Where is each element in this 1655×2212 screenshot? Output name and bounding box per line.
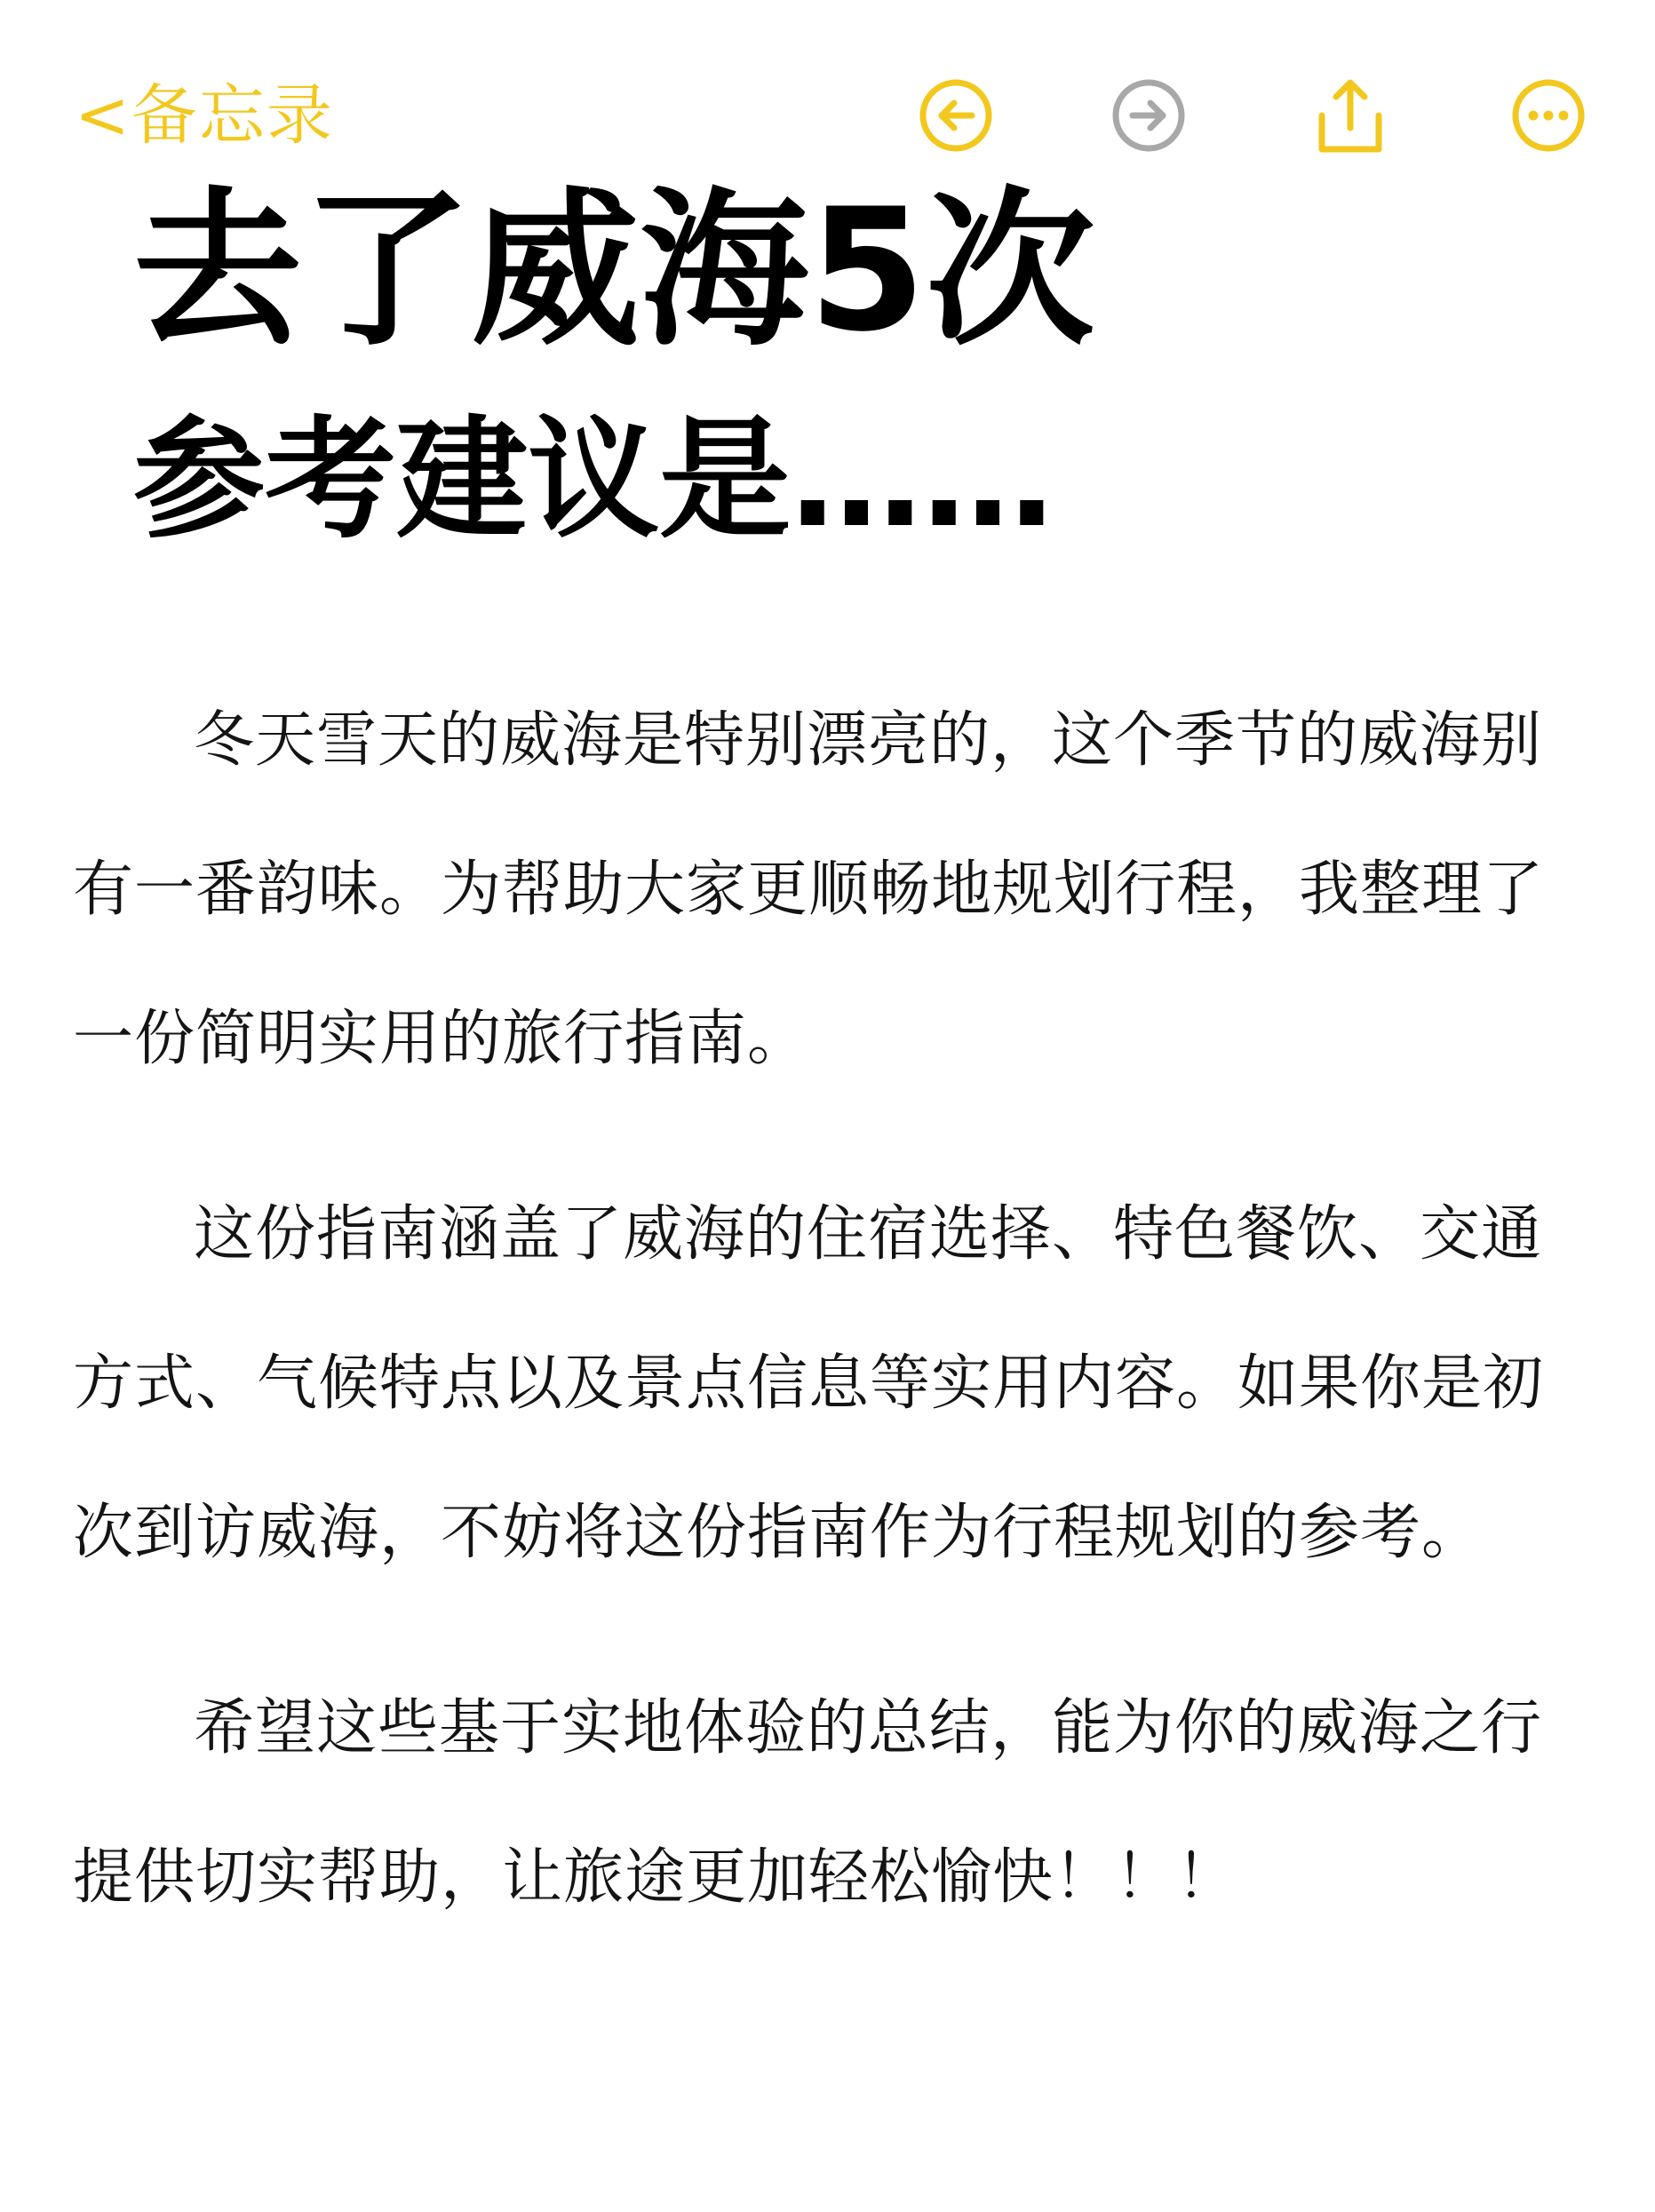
note-subtitle: 参考建议是……	[133, 403, 1054, 556]
share-icon[interactable]	[1309, 75, 1391, 156]
paragraph-intro: 冬天雪天的威海是特别漂亮的，这个季节的威海别有一番韵味。为帮助大家更顺畅地规划行程，我整理了一份简明实用的旅行指南。	[73, 705, 1545, 1074]
paragraph-closing: 希望这些基于实地体验的总结，能为你的威海之行提供切实帮助，让旅途更加轻松愉快！！！	[73, 1693, 1543, 1913]
notes-toolbar	[0, 0, 1655, 195]
note-body[interactable]	[73, 666, 1601, 1953]
paragraph-guide-contents: 这份指南涵盖了威海的住宿选择、特色餐饮、交通方式、气候特点以及景点信息等实用内容。如果你是初次到访威海，不妨将这份指南作为行程规划的参考。	[73, 1199, 1545, 1568]
back-button[interactable]: <备忘录	[75, 77, 335, 154]
undo-icon[interactable]	[915, 75, 997, 156]
note-title: 去了威海5次	[133, 172, 1095, 369]
redo-icon[interactable]	[1108, 75, 1190, 156]
more-icon[interactable]	[1508, 75, 1589, 156]
